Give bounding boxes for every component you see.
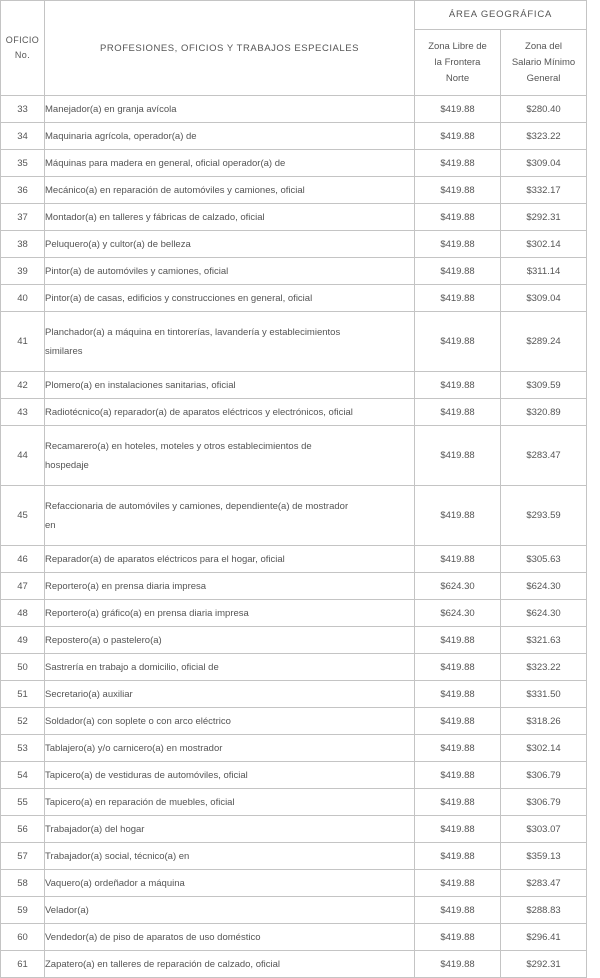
table-row [1, 600, 587, 627]
cell-zona-frontera: $419.88 [415, 486, 501, 546]
cell-profession [45, 816, 415, 843]
profession-line: hospedaje [45, 459, 89, 471]
cell-zona-frontera: $419.88 [415, 681, 501, 708]
table-row [1, 96, 587, 123]
cell-oficio-no: 49 [1, 627, 45, 654]
profession-line: Tapicero(a) de vestiduras de automóviles, oficial [45, 769, 248, 781]
cell-zona-general: $306.79 [501, 762, 587, 789]
cell-oficio-no: 54 [1, 762, 45, 789]
profession-line: Planchador(a) a máquina en tintorerías, lavandería y establecimientos [45, 326, 341, 338]
cell-zona-general: $305.63 [501, 546, 587, 573]
cell-profession [45, 96, 415, 123]
header-zona-libre-frontera-norte [415, 30, 501, 96]
cell-oficio-no: 40 [1, 285, 45, 312]
profession-line: Repostero(a) o pastelero(a) [45, 634, 162, 646]
cell-zona-general: $292.31 [501, 951, 587, 978]
cell-oficio-no: 57 [1, 843, 45, 870]
profession-line: Soldador(a) con soplete o con arco eléctrico [45, 715, 231, 727]
profession-line: Trabajador(a) social, técnico(a) en [45, 850, 190, 862]
cell-profession [45, 399, 415, 426]
table-row [1, 708, 587, 735]
header-row-top [1, 1, 587, 30]
header-oficio-no-line2: No. [14, 50, 31, 60]
cell-profession [45, 843, 415, 870]
table-row [1, 951, 587, 978]
profession-line: Manejador(a) en granja avícola [45, 103, 177, 115]
header-zona-libre-line3: Norte [445, 72, 470, 84]
profession-line: Maquinaria agrícola, operador(a) de [45, 130, 197, 142]
table-row [1, 231, 587, 258]
cell-profession [45, 285, 415, 312]
cell-zona-frontera: $419.88 [415, 816, 501, 843]
cell-zona-frontera: $419.88 [415, 735, 501, 762]
table-row [1, 573, 587, 600]
cell-zona-general: $288.83 [501, 897, 587, 924]
table-row [1, 150, 587, 177]
cell-zona-frontera: $624.30 [415, 600, 501, 627]
cell-profession [45, 681, 415, 708]
table-row [1, 789, 587, 816]
cell-profession [45, 150, 415, 177]
profession-line: Secretario(a) auxiliar [45, 688, 133, 700]
cell-zona-frontera: $624.30 [415, 573, 501, 600]
cell-zona-frontera: $419.88 [415, 843, 501, 870]
cell-zona-frontera: $419.88 [415, 654, 501, 681]
cell-oficio-no: 61 [1, 951, 45, 978]
cell-profession [45, 762, 415, 789]
table-row [1, 177, 587, 204]
cell-oficio-no: 46 [1, 546, 45, 573]
profession-line: Reportero(a) gráfico(a) en prensa diaria impresa [45, 607, 249, 619]
cell-zona-general: $321.63 [501, 627, 587, 654]
profession-line: similares [45, 345, 83, 357]
cell-oficio-no: 35 [1, 150, 45, 177]
table-row [1, 735, 587, 762]
cell-profession [45, 546, 415, 573]
cell-zona-general: $309.59 [501, 372, 587, 399]
profession-line: Plomero(a) en instalaciones sanitarias, oficial [45, 379, 236, 391]
cell-profession [45, 735, 415, 762]
profession-line: Mecánico(a) en reparación de automóviles y camiones, oficial [45, 184, 305, 196]
profession-line: Velador(a) [45, 904, 89, 916]
cell-zona-general: $289.24 [501, 312, 587, 372]
cell-profession [45, 789, 415, 816]
cell-profession [45, 312, 415, 372]
profession-line: Reportero(a) en prensa diaria impresa [45, 580, 207, 592]
profession-line: Trabajador(a) del hogar [45, 823, 145, 835]
profession-line: Radiotécnico(a) reparador(a) de aparatos eléctricos y electrónicos, oficial [45, 406, 353, 418]
cell-zona-frontera: $419.88 [415, 924, 501, 951]
cell-profession [45, 600, 415, 627]
table-row [1, 654, 587, 681]
header-area-geografica: ÁREA GEOGRÁFICA [415, 1, 587, 30]
cell-profession [45, 951, 415, 978]
table-row [1, 285, 587, 312]
cell-zona-general: $323.22 [501, 123, 587, 150]
cell-zona-frontera: $419.88 [415, 789, 501, 816]
cell-zona-frontera: $419.88 [415, 312, 501, 372]
table-row [1, 399, 587, 426]
cell-oficio-no: 36 [1, 177, 45, 204]
header-zona-libre-line1: Zona Libre de [428, 40, 487, 52]
profession-line: Máquinas para madera en general, oficial operador(a) de [45, 157, 286, 169]
table-row [1, 870, 587, 897]
header-zona-salario-line2: Salario Mínimo [511, 56, 576, 68]
cell-profession [45, 870, 415, 897]
cell-zona-general: $331.50 [501, 681, 587, 708]
cell-profession [45, 654, 415, 681]
table-row [1, 924, 587, 951]
cell-zona-general: $318.26 [501, 708, 587, 735]
table-row [1, 204, 587, 231]
profession-line: Zapatero(a) en talleres de reparación de calzado, oficial [45, 958, 280, 970]
cell-zona-general: $323.22 [501, 654, 587, 681]
cell-zona-general: $296.41 [501, 924, 587, 951]
cell-oficio-no: 50 [1, 654, 45, 681]
cell-oficio-no: 56 [1, 816, 45, 843]
cell-zona-general: $283.47 [501, 426, 587, 486]
cell-zona-general: $624.30 [501, 600, 587, 627]
profession-line: Recamarero(a) en hoteles, moteles y otros establecimientos de [45, 440, 312, 452]
cell-zona-frontera: $419.88 [415, 546, 501, 573]
table-row [1, 486, 587, 546]
table-row [1, 426, 587, 486]
header-zona-libre-line2: la Frontera [434, 56, 481, 68]
table-row [1, 843, 587, 870]
cell-zona-general: $302.14 [501, 231, 587, 258]
cell-zona-general: $293.59 [501, 486, 587, 546]
header-zona-salario-line3: General [526, 72, 561, 84]
profession-line: Pintor(a) de automóviles y camiones, oficial [45, 265, 229, 277]
table-header [1, 1, 587, 96]
profession-line: Reparador(a) de aparatos eléctricos para el hogar, oficial [45, 553, 285, 565]
cell-zona-frontera: $419.88 [415, 627, 501, 654]
cell-zona-frontera: $419.88 [415, 231, 501, 258]
cell-oficio-no: 43 [1, 399, 45, 426]
cell-zona-frontera: $419.88 [415, 285, 501, 312]
table-row [1, 372, 587, 399]
header-professions: PROFESIONES, OFICIOS Y TRABAJOS ESPECIALES [45, 1, 415, 96]
cell-zona-frontera: $419.88 [415, 150, 501, 177]
cell-profession [45, 204, 415, 231]
cell-zona-frontera: $419.88 [415, 870, 501, 897]
cell-oficio-no: 59 [1, 897, 45, 924]
cell-zona-frontera: $419.88 [415, 258, 501, 285]
cell-zona-general: $309.04 [501, 285, 587, 312]
table-row [1, 897, 587, 924]
cell-profession [45, 486, 415, 546]
cell-zona-frontera: $419.88 [415, 762, 501, 789]
cell-oficio-no: 39 [1, 258, 45, 285]
cell-zona-frontera: $419.88 [415, 204, 501, 231]
cell-oficio-no: 51 [1, 681, 45, 708]
profession-line: Vaquero(a) ordeñador a máquina [45, 877, 185, 889]
cell-zona-frontera: $419.88 [415, 897, 501, 924]
profession-line: Tapicero(a) en reparación de muebles, oficial [45, 796, 235, 808]
cell-oficio-no: 58 [1, 870, 45, 897]
profession-line: Refaccionaria de automóviles y camiones, dependiente(a) de mostrador [45, 500, 349, 512]
table-row [1, 546, 587, 573]
cell-profession [45, 426, 415, 486]
cell-zona-frontera: $419.88 [415, 426, 501, 486]
cell-zona-frontera: $419.88 [415, 96, 501, 123]
profession-line: en [45, 519, 56, 531]
table-row [1, 312, 587, 372]
header-oficio-no [1, 1, 45, 96]
cell-profession [45, 573, 415, 600]
cell-zona-general: $292.31 [501, 204, 587, 231]
cell-profession [45, 231, 415, 258]
header-zona-salario-minimo-general [501, 30, 587, 96]
cell-profession [45, 123, 415, 150]
cell-oficio-no: 52 [1, 708, 45, 735]
cell-profession [45, 177, 415, 204]
cell-zona-general: $359.13 [501, 843, 587, 870]
profession-line: Vendedor(a) de piso de aparatos de uso doméstico [45, 931, 261, 943]
cell-zona-frontera: $419.88 [415, 399, 501, 426]
profession-line: Peluquero(a) y cultor(a) de belleza [45, 238, 191, 250]
cell-zona-general: $280.40 [501, 96, 587, 123]
cell-oficio-no: 41 [1, 312, 45, 372]
cell-oficio-no: 60 [1, 924, 45, 951]
table-row [1, 258, 587, 285]
profession-line: Pintor(a) de casas, edificios y construcciones en general, oficial [45, 292, 313, 304]
cell-zona-general: $306.79 [501, 789, 587, 816]
cell-zona-general: $283.47 [501, 870, 587, 897]
cell-zona-general: $320.89 [501, 399, 587, 426]
cell-zona-general: $303.07 [501, 816, 587, 843]
header-oficio-no-line1: OFICIO [5, 35, 40, 45]
cell-zona-general: $311.14 [501, 258, 587, 285]
cell-profession [45, 924, 415, 951]
cell-zona-general: $309.04 [501, 150, 587, 177]
table-row [1, 627, 587, 654]
cell-oficio-no: 55 [1, 789, 45, 816]
cell-zona-general: $332.17 [501, 177, 587, 204]
cell-zona-frontera: $419.88 [415, 372, 501, 399]
cell-zona-frontera: $419.88 [415, 123, 501, 150]
table-row [1, 816, 587, 843]
cell-profession [45, 372, 415, 399]
profession-line: Sastrería en trabajo a domicilio, oficial de [45, 661, 219, 673]
cell-oficio-no: 42 [1, 372, 45, 399]
cell-oficio-no: 34 [1, 123, 45, 150]
cell-oficio-no: 44 [1, 426, 45, 486]
cell-zona-frontera: $419.88 [415, 951, 501, 978]
cell-oficio-no: 53 [1, 735, 45, 762]
header-zona-salario-line1: Zona del [525, 40, 562, 52]
table-row [1, 762, 587, 789]
cell-profession [45, 897, 415, 924]
cell-oficio-no: 47 [1, 573, 45, 600]
table-body [1, 96, 587, 978]
cell-profession [45, 708, 415, 735]
cell-zona-frontera: $419.88 [415, 177, 501, 204]
cell-zona-frontera: $419.88 [415, 708, 501, 735]
cell-oficio-no: 38 [1, 231, 45, 258]
cell-oficio-no: 45 [1, 486, 45, 546]
profession-line: Montador(a) en talleres y fábricas de calzado, oficial [45, 211, 265, 223]
cell-zona-general: $302.14 [501, 735, 587, 762]
cell-zona-general: $624.30 [501, 573, 587, 600]
table-row [1, 123, 587, 150]
cell-profession [45, 627, 415, 654]
cell-oficio-no: 37 [1, 204, 45, 231]
cell-profession [45, 258, 415, 285]
cell-oficio-no: 33 [1, 96, 45, 123]
cell-oficio-no: 48 [1, 600, 45, 627]
table-row [1, 681, 587, 708]
profession-line: Tablajero(a) y/o carnicero(a) en mostrador [45, 742, 223, 754]
